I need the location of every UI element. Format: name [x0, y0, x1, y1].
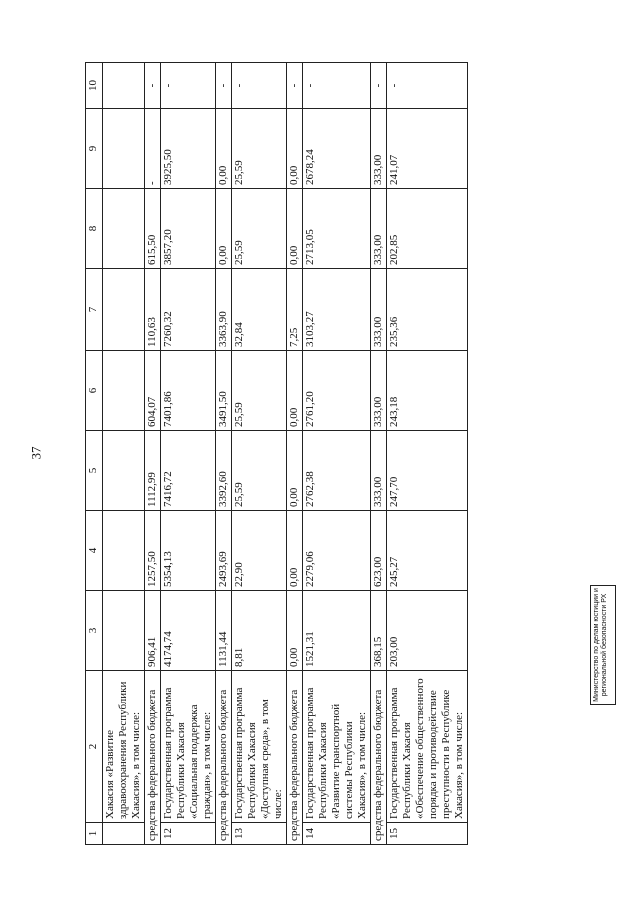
budget-table [85, 62, 468, 845]
value-cell: 25,59 [232, 109, 287, 189]
value-cell: 2761,20 [303, 351, 371, 431]
value-cell [103, 189, 145, 269]
value-cell: 25,59 [232, 189, 287, 269]
value-cell: 8,81 [232, 591, 287, 671]
row-index: 15 [387, 823, 468, 845]
value-cell: 202,85 [387, 189, 468, 269]
value-cell: 333,00 [371, 189, 387, 269]
value-cell: 604,07 [145, 351, 161, 431]
value-cell: 0,00 [287, 109, 303, 189]
value-cell: 0,00 [287, 511, 303, 591]
value-cell [103, 63, 145, 109]
value-cell: 623,00 [371, 511, 387, 591]
header-row [86, 63, 103, 845]
program-row [232, 63, 287, 845]
value-cell: 333,00 [371, 431, 387, 511]
value-cell: 247,70 [387, 431, 468, 511]
federal-funds-row [371, 63, 387, 845]
value-cell: 5354,13 [161, 511, 216, 591]
value-cell: - [216, 63, 232, 109]
value-cell: 203,00 [387, 591, 468, 671]
value-cell: - [232, 63, 287, 109]
page-number: 37 [28, 446, 44, 460]
value-cell [103, 269, 145, 351]
value-cell [103, 431, 145, 511]
value-cell: 906,41 [145, 591, 161, 671]
value-cell: 25,59 [232, 351, 287, 431]
value-cell: - [145, 109, 161, 189]
col-header: 3 [86, 591, 103, 671]
value-cell: 7416,72 [161, 431, 216, 511]
value-cell: 241,07 [387, 109, 468, 189]
value-cell: 235,36 [387, 269, 468, 351]
value-cell: 3103,27 [303, 269, 371, 351]
federal-funds-row [287, 63, 303, 845]
row-index: 13 [232, 823, 287, 845]
value-cell: 22,90 [232, 511, 287, 591]
program-row [161, 63, 216, 845]
program-name: Хакасия «Развитие здравоохранения Республики Хакасия», в том числе: [103, 671, 145, 823]
row-label: средства федерального бюджета [145, 671, 161, 845]
value-cell: 3363,90 [216, 269, 232, 351]
value-cell: 0,00 [287, 351, 303, 431]
value-cell: 615,50 [145, 189, 161, 269]
col-header: 7 [86, 269, 103, 351]
value-cell [103, 591, 145, 671]
value-cell: 1257,50 [145, 511, 161, 591]
federal-funds-row [145, 63, 161, 845]
value-cell: 245,27 [387, 511, 468, 591]
value-cell: 368,15 [371, 591, 387, 671]
row-index: 14 [303, 823, 371, 845]
value-cell [103, 511, 145, 591]
value-cell: 0,00 [287, 591, 303, 671]
value-cell: 7,25 [287, 269, 303, 351]
value-cell: 2493,69 [216, 511, 232, 591]
value-cell: 333,00 [371, 109, 387, 189]
program-row [303, 63, 371, 845]
col-header: 6 [86, 351, 103, 431]
program-name: Государственная программа Республики Хакасия «Доступная среда», в том числе: [232, 671, 287, 823]
program-row [103, 63, 145, 845]
value-cell: 333,00 [371, 269, 387, 351]
row-label: средства федерального бюджета [371, 671, 387, 845]
program-name: Государственная программа Республики Хакасия «Социальная поддержка граждан», в том числе: [161, 671, 216, 823]
value-cell: 0,00 [216, 109, 232, 189]
row-label: средства федерального бюджета [287, 671, 303, 845]
value-cell: 2713,05 [303, 189, 371, 269]
value-cell: 2762,38 [303, 431, 371, 511]
col-header: 2 [86, 671, 103, 823]
budget-table-rotated [85, 65, 625, 845]
value-cell: 7401,86 [161, 351, 216, 431]
col-header: 8 [86, 189, 103, 269]
value-cell: 3392,60 [216, 431, 232, 511]
value-cell: - [371, 63, 387, 109]
row-label: средства федерального бюджета [216, 671, 232, 845]
value-cell: 2279,06 [303, 511, 371, 591]
value-cell: 1112,99 [145, 431, 161, 511]
value-cell: 3491,50 [216, 351, 232, 431]
col-header: 10 [86, 63, 103, 109]
value-cell: - [145, 63, 161, 109]
col-header: 1 [86, 823, 103, 845]
col-header: 9 [86, 109, 103, 189]
value-cell: 32,84 [232, 269, 287, 351]
value-cell: - [303, 63, 371, 109]
value-cell [103, 109, 145, 189]
row-index: 12 [161, 823, 216, 845]
value-cell: 1521,31 [303, 591, 371, 671]
value-cell: 7260,32 [161, 269, 216, 351]
col-header: 4 [86, 511, 103, 591]
value-cell: - [161, 63, 216, 109]
value-cell: - [287, 63, 303, 109]
federal-funds-row [216, 63, 232, 845]
value-cell: 2678,24 [303, 109, 371, 189]
row-index [103, 823, 145, 845]
value-cell: 333,00 [371, 351, 387, 431]
value-cell: 0,00 [216, 189, 232, 269]
value-cell: 0,00 [287, 189, 303, 269]
value-cell [103, 351, 145, 431]
value-cell: 1131,44 [216, 591, 232, 671]
value-cell: - [387, 63, 468, 109]
value-cell: 3857,20 [161, 189, 216, 269]
program-row [387, 63, 468, 845]
program-name: Государственная программа Республики Хакасия «Обеспечение общественного порядка и противодействие преступности в Республике Хакасия», в том числе: [387, 671, 468, 823]
value-cell: 3925,50 [161, 109, 216, 189]
value-cell: 0,00 [287, 431, 303, 511]
value-cell: 110,63 [145, 269, 161, 351]
col-header: 5 [86, 431, 103, 511]
value-cell: 4174,74 [161, 591, 216, 671]
ministry-stamp: Министерство по делам юстиции и региональной безопасности РХ [590, 585, 616, 705]
value-cell: 25,59 [232, 431, 287, 511]
program-name: Государственная программа Республики Хакасия «Развитие транспортной системы Республики Хакасия», в том числе: [303, 671, 371, 823]
value-cell: 243,18 [387, 351, 468, 431]
